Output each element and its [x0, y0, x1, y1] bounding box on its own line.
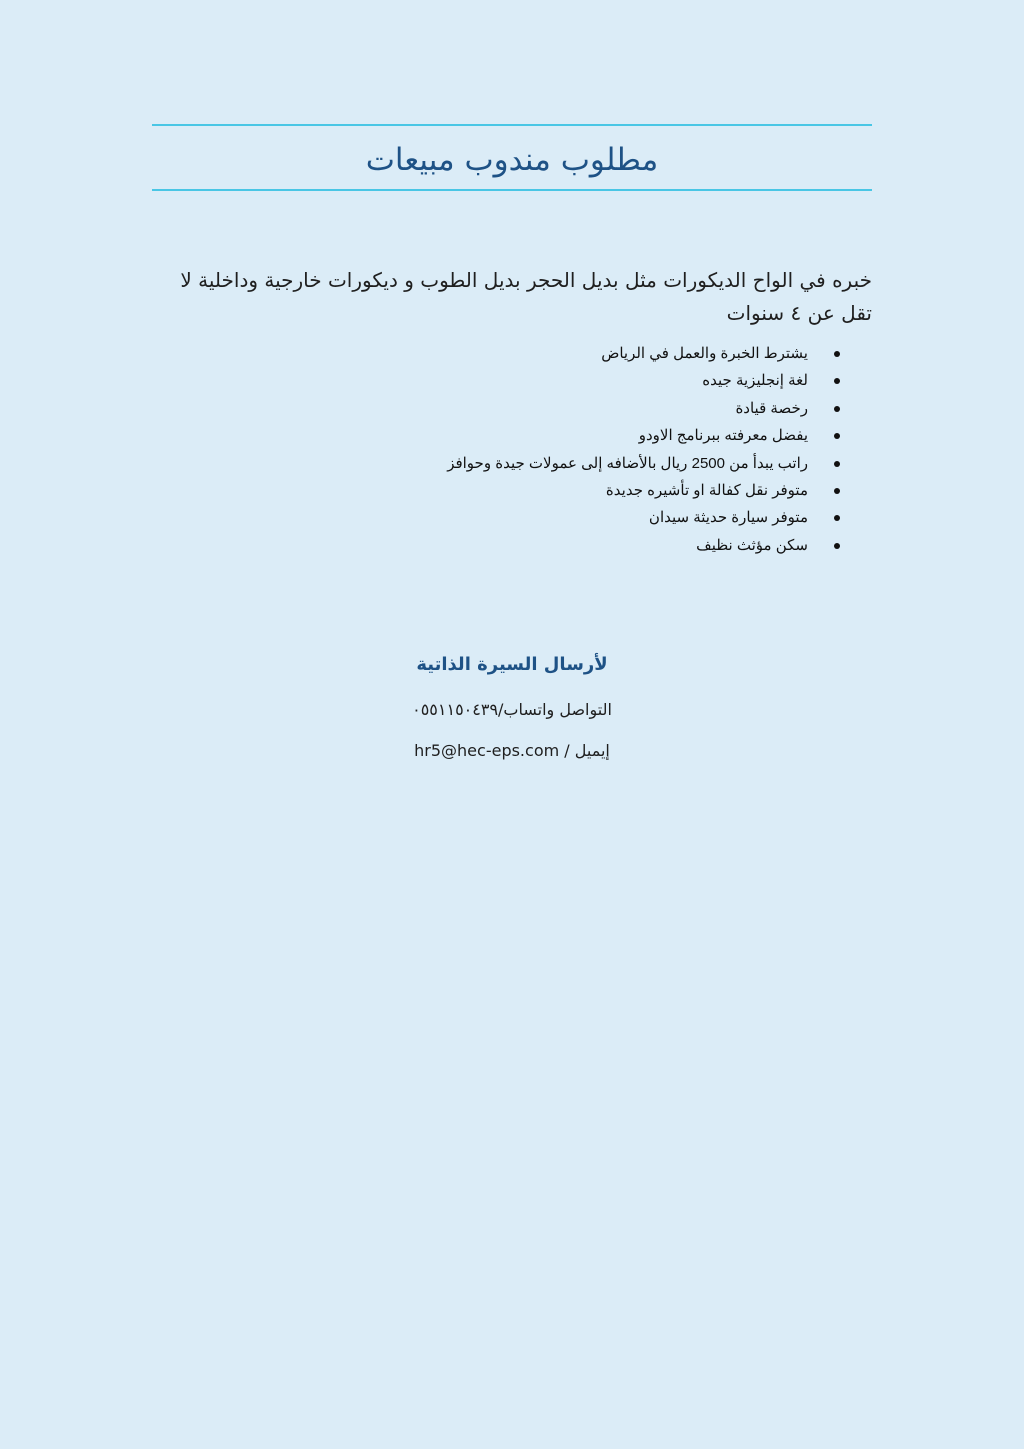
contact-phone [152, 700, 872, 719]
bullet-icon [834, 378, 840, 384]
requirement-text: سكن مؤثث نظيف [696, 536, 808, 554]
list-item [400, 367, 840, 394]
title-top-rule [152, 124, 872, 126]
requirement-text: يفضل معرفته ببرنامج الاودو [638, 427, 808, 445]
email-address[interactable]: hr5@hec-eps.com [414, 741, 560, 760]
list-item [400, 422, 840, 449]
requirement-text: راتب يبدأ من 2500 ريال بالأضافه إلى عمولات جيدة وحوافز [447, 454, 808, 472]
list-item [400, 340, 840, 367]
requirements-list [400, 340, 840, 559]
list-item [400, 532, 840, 559]
list-item [400, 477, 840, 504]
requirement-text: متوفر نقل كفالة او تأشيره جديدة [605, 481, 808, 499]
bullet-icon [834, 543, 840, 549]
bullet-icon [834, 515, 840, 521]
list-item [400, 504, 840, 531]
bullet-icon [834, 406, 840, 412]
bullet-icon [834, 488, 840, 494]
requirement-text: رخصة قيادة [735, 399, 808, 417]
intro-paragraph: خبره في الواح الديكورات مثل بديل الحجر بديل الطوب و ديكورات خارجية وداخلية لا تقل عن ٤ سنوات [180, 268, 872, 325]
list-item [400, 450, 840, 477]
bullet-icon [834, 461, 840, 467]
phone-number[interactable]: ٠٥٥١١٥٠٤٣٩ [412, 700, 499, 719]
requirement-text: متوفر سيارة حديثة سيدان [648, 509, 808, 527]
bullet-icon [834, 351, 840, 357]
list-item [400, 395, 840, 422]
requirement-text: لغة إنجليزية جيده [702, 372, 808, 390]
contact-email [152, 741, 872, 760]
email-label: إيميل / [564, 741, 610, 760]
contact-heading: لأرسال السيرة الذاتية [416, 654, 608, 675]
bullet-icon [834, 433, 840, 439]
page-title: مطلوب مندوب مبيعات [365, 142, 659, 178]
phone-label: التواصل واتساب/ [498, 700, 612, 719]
title-bottom-rule [152, 189, 872, 191]
requirement-text: يشترط الخبرة والعمل في الرياض [601, 345, 808, 362]
